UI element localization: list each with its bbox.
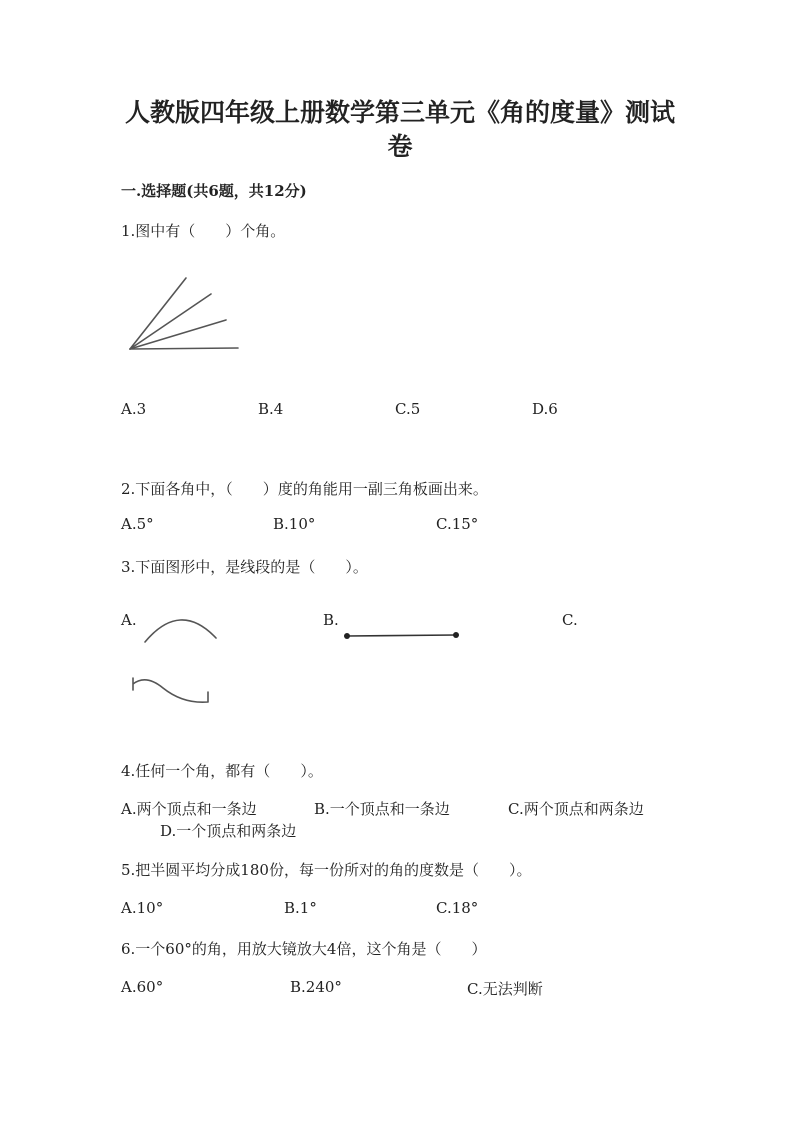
question-3-curve-figure	[140, 612, 225, 647]
question-3-option-c[interactable]: C.	[562, 611, 578, 629]
question-1-angle-figure	[120, 268, 250, 358]
page-title-line-2: 卷	[387, 132, 413, 161]
question-2-option-b[interactable]: B.10°	[273, 515, 316, 533]
question-5-option-b[interactable]: B.1°	[284, 899, 317, 917]
question-5-option-a[interactable]: A.10°	[121, 899, 164, 917]
question-3-wave-figure	[128, 676, 218, 711]
question-1-option-a[interactable]: A.3	[121, 400, 147, 418]
question-3-segment-figure	[340, 626, 465, 646]
question-6-stem: 6.一个60°的角，用放大镜放大4倍，这个角是（ ）	[121, 940, 487, 958]
question-2-option-a[interactable]: A.5°	[121, 515, 154, 533]
question-2-stem: 2.下面各角中，（ ）度的角能用一副三角板画出来。	[121, 480, 488, 498]
question-4-option-b[interactable]: B.一个顶点和一条边	[314, 800, 450, 818]
question-5-option-c[interactable]: C.18°	[436, 899, 479, 917]
question-6-option-c[interactable]: C.无法判断	[467, 980, 543, 998]
question-4-stem: 4.任何一个角，都有（ ）。	[121, 762, 323, 780]
section-heading: 一.选择题(共6题，共12分)	[121, 182, 307, 200]
question-4-option-c[interactable]: C.两个顶点和两条边	[508, 800, 644, 818]
question-1-stem: 1.图中有（ ）个角。	[121, 222, 286, 240]
question-2-option-c[interactable]: C.15°	[436, 515, 479, 533]
question-4-option-a[interactable]: A.两个顶点和一条边	[121, 800, 257, 818]
question-3-option-a[interactable]: A.	[121, 611, 137, 629]
question-6-option-a[interactable]: A.60°	[121, 978, 164, 996]
question-3-stem: 3.下面图形中，是线段的是（ ）。	[121, 558, 368, 576]
question-6-option-b[interactable]: B.240°	[290, 978, 342, 996]
question-3-option-b[interactable]: B.	[323, 611, 339, 629]
question-4-option-d[interactable]: D.一个顶点和两条边	[160, 822, 297, 840]
question-1-option-c[interactable]: C.5	[395, 400, 421, 418]
question-1-option-b[interactable]: B.4	[258, 400, 284, 418]
page-title-line-1: 人教版四年级上册数学第三单元《角的度量》测试	[124, 98, 675, 127]
question-5-stem: 5.把半圆平均分成180份，每一份所对的角的度数是（ ）。	[121, 861, 532, 879]
question-1-option-d[interactable]: D.6	[532, 400, 558, 418]
